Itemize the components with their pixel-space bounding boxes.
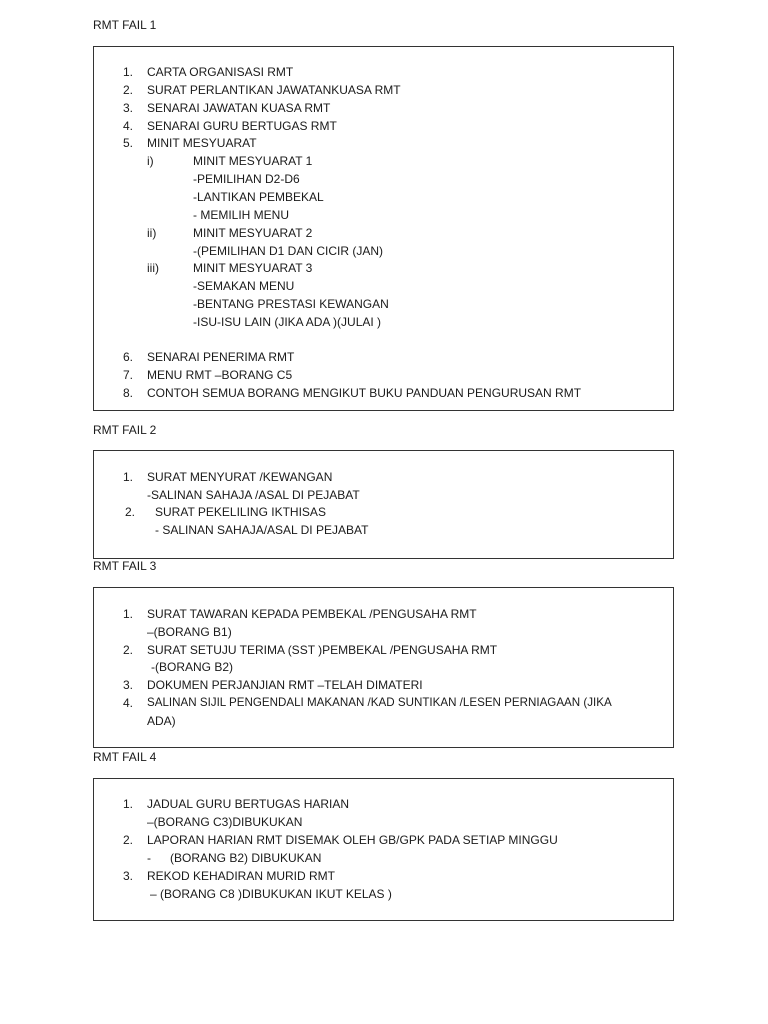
item-number: 2. [123, 83, 134, 97]
item-number: 3. [123, 869, 134, 883]
item-detail: -SALINAN SAHAJA /ASAL DI PEJABAT [147, 488, 360, 502]
sub-item: MINIT MESYUARAT 3 [193, 261, 313, 275]
item-number: 1. [123, 470, 134, 484]
sub-item: MINIT MESYUARAT 2 [193, 226, 313, 240]
item-number: 3. [123, 101, 134, 115]
list-item: SENARAI PENERIMA RMT [147, 350, 295, 364]
list-item: REKOD KEHADIRAN MURID RMT [147, 869, 336, 883]
list-item: SALINAN SIJIL PENGENDALI MAKANAN /KAD SUNTIKAN /LESEN PERNIAGAAN (JIKA [147, 696, 612, 709]
sub-number: iii) [147, 261, 159, 275]
sub-number: i) [147, 154, 154, 168]
item-number: 4. [123, 696, 134, 710]
list-item: DOKUMEN PERJANJIAN RMT –TELAH DIMATERI [147, 678, 423, 692]
sub-detail: -LANTIKAN PEMBEKAL [193, 190, 324, 204]
list-item: SENARAI GURU BERTUGAS RMT [147, 119, 337, 133]
sub-detail: -(PEMILIHAN D1 DAN CICIR (JAN) [193, 244, 384, 258]
item-detail: (BORANG B2) DIBUKUKAN [170, 851, 322, 865]
sub-number: ii) [147, 226, 157, 240]
list-item: MENU RMT –BORANG C5 [147, 368, 293, 382]
item-number: 4. [123, 119, 134, 133]
sub-detail: -SEMAKAN MENU [193, 279, 295, 293]
list-item: LAPORAN HARIAN RMT DISEMAK OLEH GB/GPK PADA SETIAP MINGGU [147, 833, 558, 847]
list-item: SURAT PEKELILING IKTHISAS [155, 505, 326, 519]
item-detail: –(BORANG B1) [147, 625, 232, 639]
item-number: 1. [123, 797, 134, 811]
fail-1-heading: RMT FAIL 1 [93, 18, 157, 32]
sub-detail: - MEMILIH MENU [193, 208, 289, 222]
item-detail: –(BORANG C3)DIBUKUKAN [147, 815, 303, 829]
item-number: 8. [123, 386, 134, 400]
list-item: MINIT MESYUARAT [147, 136, 257, 150]
sub-detail: -BENTANG PRESTASI KEWANGAN [193, 297, 389, 311]
item-number: 5. [123, 136, 134, 150]
fail-2-heading: RMT FAIL 2 [93, 423, 157, 437]
item-number: 1. [123, 65, 134, 79]
list-item: SURAT TAWARAN KEPADA PEMBEKAL /PENGUSAHA RMT [147, 607, 477, 621]
fail-3-heading: RMT FAIL 3 [93, 559, 157, 573]
sub-item: MINIT MESYUARAT 1 [193, 154, 313, 168]
list-item: CONTOH SEMUA BORANG MENGIKUT BUKU PANDUAN PENGURUSAN RMT [147, 386, 582, 400]
item-detail: - SALINAN SAHAJA/ASAL DI PEJABAT [155, 523, 369, 537]
item-detail: -(BORANG B2) [151, 660, 234, 674]
list-item: SENARAI JAWATAN KUASA RMT [147, 101, 331, 115]
sub-detail: -PEMILIHAN D2-D6 [193, 172, 300, 186]
item-number: 1. [123, 607, 134, 621]
item-number: 2. [125, 505, 136, 519]
item-number: 7. [123, 368, 134, 382]
item-dash: - [147, 851, 151, 865]
list-item: SURAT SETUJU TERIMA (SST )PEMBEKAL /PENGUSAHA RMT [147, 643, 498, 657]
item-number: 2. [123, 833, 134, 847]
item-number: 3. [123, 678, 134, 692]
list-item: SURAT MENYURAT /KEWANGAN [147, 470, 333, 484]
item-detail: – (BORANG C8 )DIBUKUKAN IKUT KELAS ) [150, 887, 392, 901]
fail-4-heading: RMT FAIL 4 [93, 750, 157, 764]
sub-detail: -ISU-ISU LAIN (JIKA ADA )(JULAI ) [193, 315, 382, 329]
list-item: CARTA ORGANISASI RMT [147, 65, 294, 79]
item-number: 6. [123, 350, 134, 364]
item-detail: ADA) [147, 714, 176, 728]
list-item: SURAT PERLANTIKAN JAWATANKUASA RMT [147, 83, 401, 97]
list-item: JADUAL GURU BERTUGAS HARIAN [147, 797, 350, 811]
item-number: 2. [123, 643, 134, 657]
